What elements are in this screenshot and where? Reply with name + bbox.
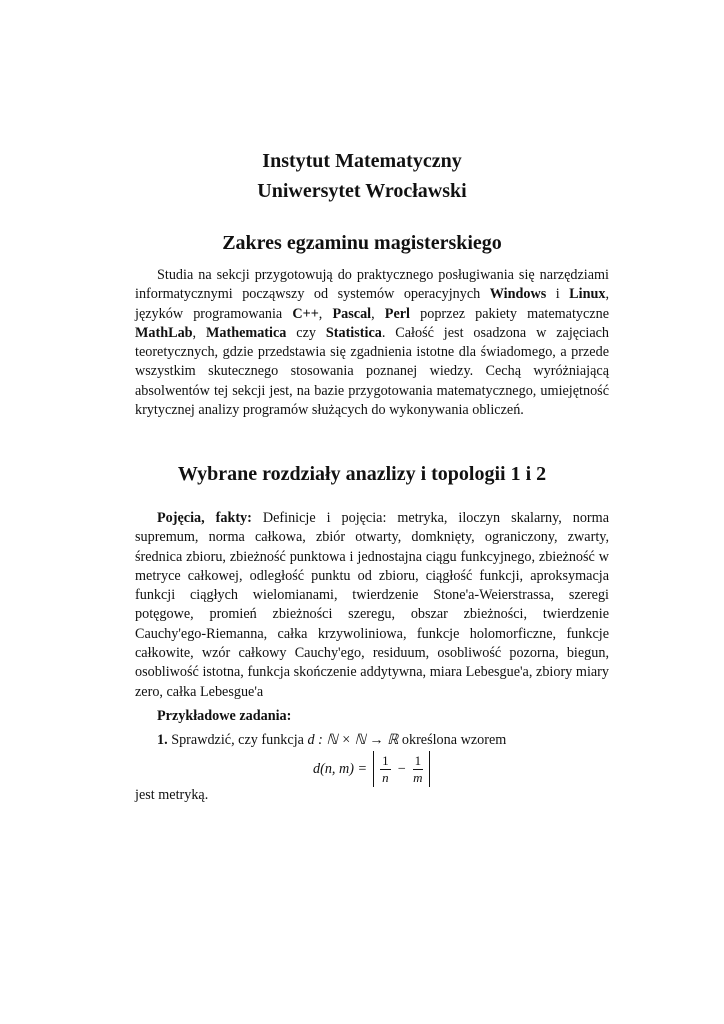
intro-linux: Linux	[569, 286, 606, 303]
intro-perl: Perl	[384, 305, 410, 322]
intro-statistica: Statistica	[325, 324, 382, 341]
intro-text: poprzez pakiety matematyczne	[410, 305, 609, 322]
intro-text: , języków programowania	[135, 286, 609, 322]
fraction-1-over-n	[380, 753, 391, 786]
section-title: Wybrane rozdziały anazlizy i topologii 1 i 2	[177, 463, 547, 485]
intro-text: i	[546, 286, 570, 303]
intro-mathlab: MathLab	[135, 324, 193, 341]
institute-name: Instytut Matematyczny	[262, 150, 462, 172]
fraction-numerator: 1	[414, 752, 422, 768]
fraction-numerator: 1	[382, 752, 389, 768]
intro-paragraph	[135, 266, 609, 420]
formula-lhs: d(n, m) =	[313, 760, 368, 777]
intro-text: ,	[318, 305, 333, 322]
fraction-denominator: m	[413, 769, 423, 785]
absolute-value	[373, 751, 430, 787]
intro-windows: Windows	[489, 286, 547, 303]
fraction-denominator: n	[382, 769, 389, 785]
intro-text: Studia na sekcji przygotowują do praktycznego posługiwania się narzędziami informatycznymi począwszy od systemów operacyjnych	[135, 267, 609, 303]
task-text: Sprawdzić, czy funkcja	[167, 732, 308, 748]
metric-formula	[313, 749, 430, 789]
task-number: 1.	[157, 732, 168, 748]
title-block	[0, 146, 724, 258]
university-name: Uniwersytet Wrocławski	[257, 180, 467, 202]
examples-heading: Przykładowe zadania:	[157, 708, 292, 724]
intro-pascal: Pascal	[332, 305, 372, 322]
fraction-1-over-m	[413, 753, 424, 786]
task-conclusion: jest metryką.	[135, 787, 209, 803]
intro-cpp: C++	[292, 305, 319, 322]
concepts-paragraph	[135, 509, 609, 702]
task-1	[157, 731, 506, 750]
intro-text: ,	[371, 305, 385, 322]
intro-text: . Całość jest osadzona w zajęciach teoretycznych, gdzie przedstawia się zgadnienia istotne dla świadomego, a przede wszystkim skutecznego stosowania poznanej wiedzy. Cechą wyróżniającą absolwentów tej sekcji jest, na bazie przygotowania matematycznego, umiejętność krytycznej analizy programów służących do wykonywania obliczeń.	[135, 324, 610, 419]
intro-text: ,	[192, 324, 206, 341]
intro-mathematica: Mathematica	[206, 324, 287, 341]
intro-text: czy	[286, 324, 326, 341]
concepts-label: Pojęcia, fakty:	[157, 510, 252, 526]
concepts-text: Definicje i pojęcia: metryka, iloczyn skalarny, norma supremum, norma całkowa, zbiór otwarty, domknięty, ograniczony, zwarty, średnica zbioru, zbieżność punktowa i jednostajna ciągu funkcyjnego, zbieżność w metryce całkowej, odległość punktu od zbioru, ciągłość funkcji, aproksymacja funkcji ciągłych wielomianami, twierdzenie Stone'a-Weierstrassa, szeregi potęgowe, promień zbieżności szeregu, obszar zbieżności, twierdzenie Cauchy'ego-Riemanna, całka krzywoliniowa, funkcje holomorficzne, funkcje całkowite, wzór całkowy Cauchy'ego, residuum, osobliwość pozorna, biegun, osobliwość istotna, funkcja skończenie addytywna, miara Lebesgue'a, zbiory miary zero, całka Lebesgue'a	[135, 510, 609, 700]
task-text-2: określona wzorem	[398, 732, 507, 748]
task-math: d : ℕ × ℕ → ℝ	[307, 732, 399, 748]
document-title: Zakres egzaminu magisterskiego	[222, 232, 502, 254]
minus-sign: −	[397, 760, 406, 777]
